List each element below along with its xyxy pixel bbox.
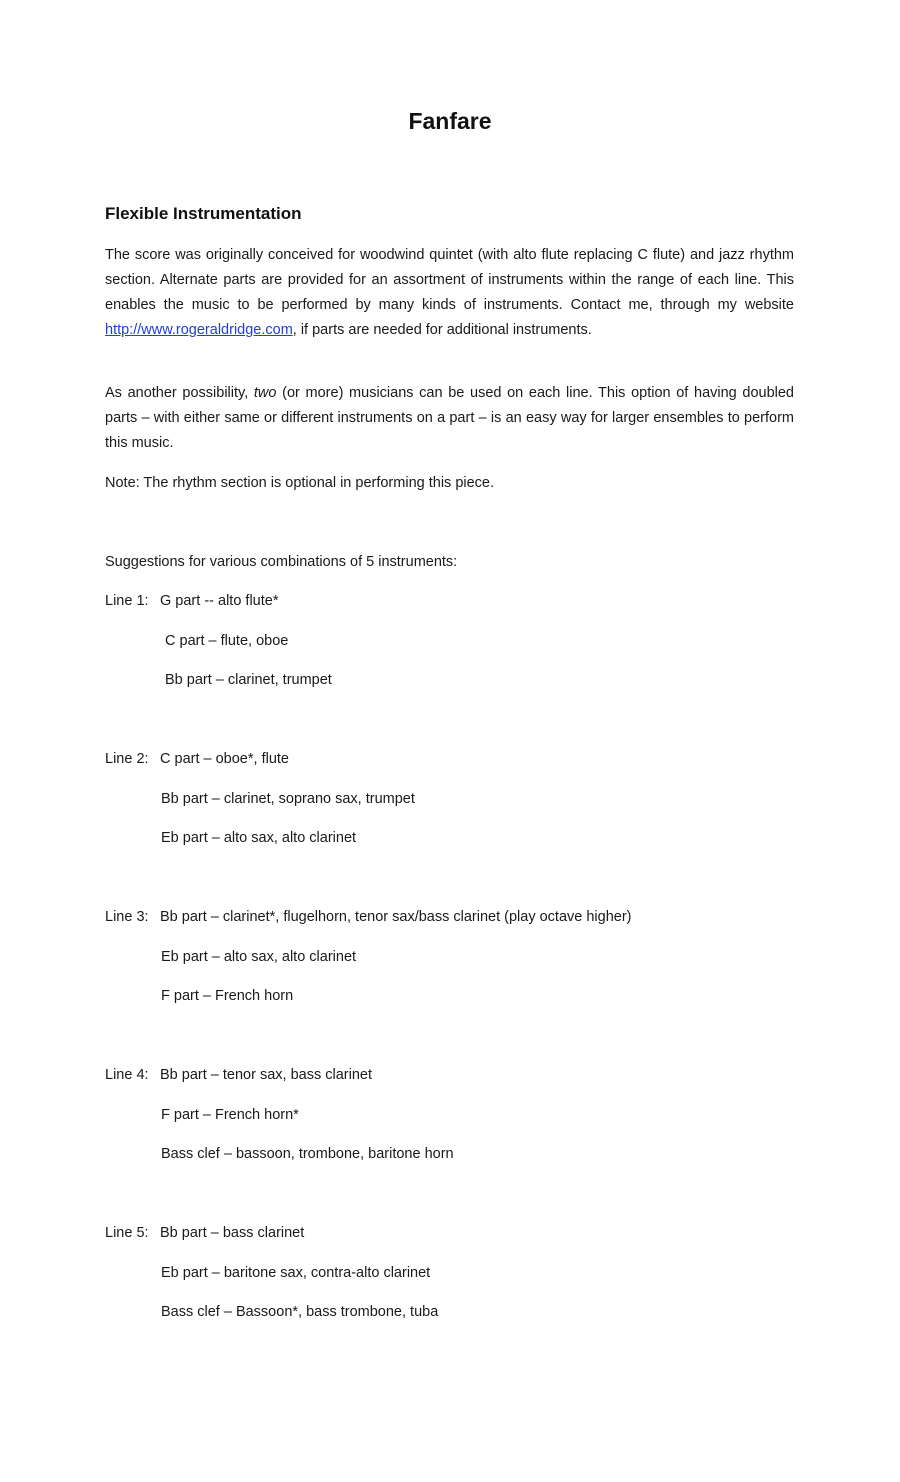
rhythm-note: Note: The rhythm section is optional in performing this piece. bbox=[105, 475, 495, 491]
line-label: Line 4: bbox=[105, 1067, 149, 1083]
section-heading: Flexible Instrumentation bbox=[105, 204, 302, 223]
line-3-row-1 bbox=[105, 906, 632, 928]
line-2-row-1 bbox=[105, 748, 289, 770]
intro-text-end: , if parts are needed for additional instruments. bbox=[292, 322, 592, 338]
doubling-text-start: As another possibility, bbox=[105, 385, 254, 401]
line-3-row-2: Eb part – alto sax, alto clarinet bbox=[161, 949, 357, 965]
line-label: Line 5: bbox=[105, 1225, 149, 1241]
part-entry: Bb part – bass clarinet bbox=[160, 1225, 305, 1241]
doubling-text-end: (or more) musicians can be used on each line. This option of having doubled parts – with either same or different instruments on a part – is an easy way for larger ensembles to perform this music. bbox=[105, 385, 794, 451]
line-1-row-1 bbox=[105, 590, 278, 612]
line-4-row-2: F part – French horn* bbox=[161, 1107, 299, 1123]
page-title: Fanfare bbox=[408, 108, 492, 134]
line-4-row-3: Bass clef – bassoon, trombone, baritone horn bbox=[161, 1146, 454, 1162]
line-5-row-1 bbox=[105, 1222, 304, 1244]
line-2-row-3: Eb part – alto sax, alto clarinet bbox=[161, 830, 357, 846]
line-1-row-3: Bb part – clarinet, trumpet bbox=[165, 672, 332, 688]
website-link[interactable]: http://www.rogeraldridge.com bbox=[105, 322, 293, 338]
doubling-paragraph bbox=[105, 381, 794, 456]
line-label: Line 1: bbox=[105, 593, 149, 609]
line-label: Line 3: bbox=[105, 909, 149, 925]
part-entry: C part – oboe*, flute bbox=[160, 751, 289, 767]
emphasis-two: two bbox=[253, 385, 277, 401]
intro-paragraph bbox=[105, 243, 794, 343]
line-2-row-2: Bb part – clarinet, soprano sax, trumpet bbox=[161, 791, 415, 807]
line-5-row-2: Eb part – baritone sax, contra-alto clarinet bbox=[161, 1265, 431, 1281]
intro-text-start: The score was originally conceived for woodwind quintet (with alto flute replacing C flute) and jazz rhythm section. Alternate parts are provided for an assortment of instruments within the range of each line. This enables the music to be performed by many kinds of instruments. Contact me, through my website bbox=[105, 247, 794, 313]
part-entry: G part -- alto flute* bbox=[160, 593, 279, 609]
part-entry: Bb part – tenor sax, bass clarinet bbox=[160, 1067, 372, 1083]
part-entry: Bb part – clarinet*, flugelhorn, tenor sax/bass clarinet (play octave higher) bbox=[160, 909, 632, 925]
line-4-row-1 bbox=[105, 1064, 372, 1086]
line-1-row-2: C part – flute, oboe bbox=[165, 633, 289, 649]
suggestions-intro: Suggestions for various combinations of 5 instruments: bbox=[105, 554, 458, 570]
line-3-row-3: F part – French horn bbox=[161, 988, 294, 1004]
line-label: Line 2: bbox=[105, 751, 149, 767]
line-5-row-3: Bass clef – Bassoon*, bass trombone, tuba bbox=[161, 1304, 439, 1320]
